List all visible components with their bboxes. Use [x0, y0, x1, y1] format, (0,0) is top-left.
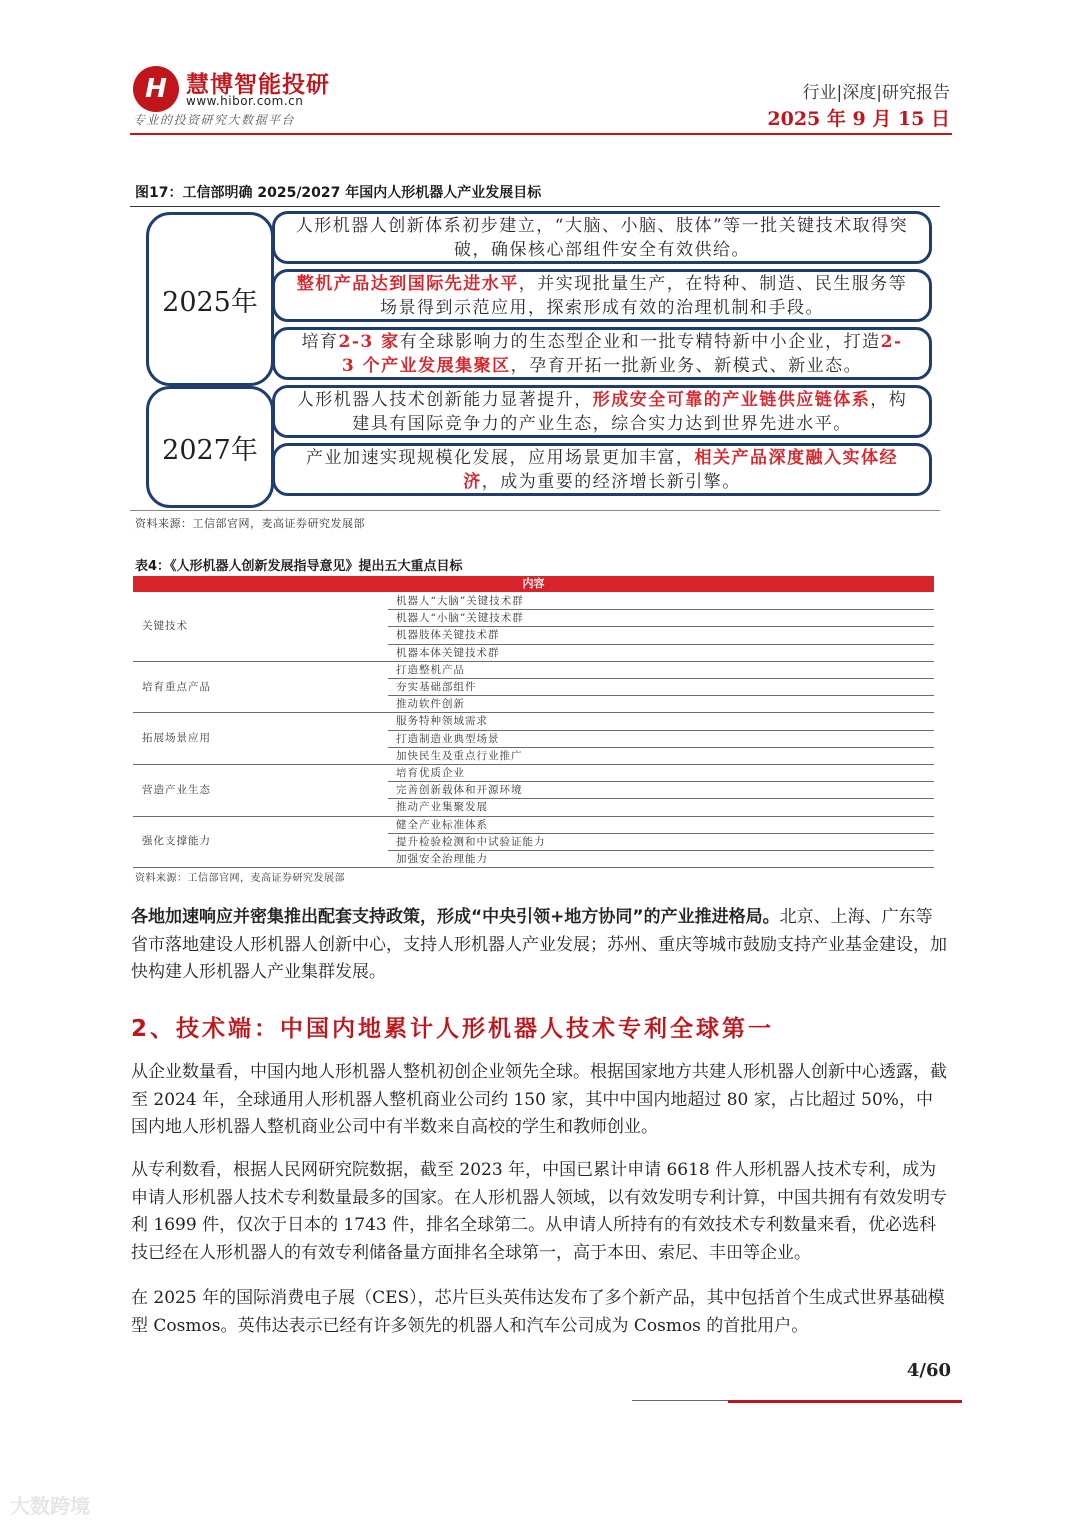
table-source: 资料来源：工信部官网，麦高证券研究发展部 — [135, 873, 345, 884]
year-2027-label: 2027年 — [162, 434, 258, 466]
table-item: 推动产业集聚发展 — [396, 801, 488, 814]
figure-bottom-rule — [130, 510, 940, 511]
table-row-divider — [133, 816, 934, 817]
report-type: 行业|深度|研究报告 — [802, 83, 950, 103]
table-header: 内容 — [133, 576, 934, 592]
footer-accent-rule — [728, 1400, 962, 1403]
table-item: 培育优质企业 — [396, 767, 465, 779]
table-title: 表4：《人形机器人创新发展指导意见》提出五大重点目标 — [135, 559, 463, 574]
goal-highlight: 相关产品深度融入实体经济 — [463, 447, 898, 492]
table-row-divider — [133, 712, 934, 713]
paragraph-policy-rest: 北京、上海、广东等省市落地建设人形机器人创新中心，支持人形机器人产业发展；苏州、重庆等城市鼓励支持产业基金建设，加快构建人形机器人产业集群发展。 — [131, 907, 947, 982]
figure-source: 资料来源：工信部官网，麦高证券研究发展部 — [135, 517, 365, 530]
table-item: 提升检验检测和中试验证能力 — [396, 835, 546, 848]
table-item: 完善创新载体和开源环境 — [396, 784, 523, 797]
year-2025-label: 2025年 — [162, 286, 258, 318]
brand-slogan: 专业的投资研究大数据平台 — [133, 113, 296, 127]
goal-box-3 — [272, 327, 932, 380]
brand-logo-icon: H — [133, 66, 179, 112]
goal-highlight: 整机产品达到国际先进水平 — [296, 273, 519, 294]
table-row-divider — [133, 661, 934, 662]
year-2027-box — [146, 386, 274, 508]
report-date: 2025 年 9 月 15 日 — [767, 108, 950, 130]
table-group-label: 强化支撑能力 — [142, 835, 211, 848]
table-item: 加强安全治理能力 — [396, 853, 488, 865]
goal-text: ，孕育开拓一批新业务、新模式、新业态。 — [510, 355, 863, 376]
paragraph-companies: 从企业数量看，中国内地人形机器人整机初创企业领先全球。根据国家地方共建人形机器人创新中心透露，截至 2024 年，全球通用人形机器人整机商业公司约 150 家，其中中国内地超过 80 家，占比超过 50%，中国内地人形机器人整机商业公司中有半数来自高校的学生和教师创业。 — [131, 1062, 947, 1137]
paragraph-ces: 在 2025 年的国际消费电子展（CES），芯片巨头英伟达发布了多个新产品，其中包括首个生成式世界基础模型 Cosmos。英伟达表示已经有许多领先的机器人和汽车公司成为 Cosmos 的首批用户。 — [131, 1288, 945, 1336]
table-item: 机器本体关键技术群 — [396, 646, 500, 659]
goal-box-5 — [272, 443, 932, 496]
table-group-label: 拓展场景应用 — [142, 732, 211, 745]
brand-url[interactable]: www.hibor.com.cn — [186, 94, 304, 108]
figure-title: 图17：工信部明确 2025/2027 年国内人形机器人产业发展目标 — [135, 185, 542, 201]
table-row-divider — [133, 867, 934, 868]
figure-top-rule — [130, 206, 940, 207]
table-row-divider — [388, 695, 934, 696]
section-title: 2、技术端：中国内地累计人形机器人技术专利全球第一 — [131, 1016, 775, 1042]
goal-box-2 — [272, 269, 932, 322]
paragraph-patents: 从专利数看，根据人民网研究院数据，截至 2023 年，中国已累计申请 6618 件人形机器人技术专利，成为申请人形机器人技术专利数量最多的国家。在人形机器人领域，以有效发明专利计算，中国共拥有有效发明专利 1699 件，仅次于日本的 1743 件，排名全球第二。从申请人所持有的有效技术专利数量来看，优必选科技已经在人形机器人的有效专利储备量方面排名全球第一，高于本田、索尼、丰田等企业。 — [131, 1160, 947, 1263]
table-group-label: 关键技术 — [142, 620, 188, 633]
year-2025-box — [146, 212, 274, 386]
table-item: 机器肢体关键技术群 — [396, 629, 500, 642]
table-group-label: 营造产业生态 — [142, 783, 211, 796]
goal-box-4 — [272, 385, 932, 438]
watermark: 大数跨境 — [10, 1494, 90, 1518]
table-row-divider — [133, 764, 934, 765]
goal-highlight: 2-3 个产业发展集聚区 — [341, 331, 903, 376]
goal-highlight: 形成安全可靠的产业链供应链体系 — [592, 389, 871, 410]
table-item: 打造制造业典型场景 — [396, 732, 500, 745]
table-item: 推动软件创新 — [396, 698, 465, 711]
goal-highlight: 2-3 家 — [338, 331, 400, 352]
table-item: 健全产业标准体系 — [396, 818, 488, 831]
table-item: 加快民生及重点行业推广 — [396, 749, 523, 762]
goal-text: 人形机器人创新体系初步建立，“大脑、小脑、肢体”等一批关键技术取得突破，确保核心部组件安全有效供给。 — [295, 215, 909, 260]
goal-text: 人形机器人技术创新能力显著提升， — [296, 389, 593, 410]
header-divider — [130, 133, 952, 135]
goal-text: ，成为重要的经济增长新引擎。 — [481, 471, 741, 492]
goal-text: 产业加速实现规模化发展，应用场景更加丰富， — [306, 447, 695, 468]
table-item: 机器人“大脑”关键技术群 — [396, 595, 524, 607]
table-item: 打造整机产品 — [396, 663, 465, 676]
goal-box-1 — [272, 211, 932, 264]
goal-text: 有全球影响力的生态型企业和一批专精特新中小企业，打造 — [399, 331, 881, 352]
page-number: 4/60 — [906, 1360, 951, 1381]
goal-text: ，并实现批量生产，在特种、制造、民生服务等场景得到示范应用，探索形成有效的治理机制和手段。 — [380, 273, 908, 318]
goal-text: ，构建具有国际竞争力的产业生态，综合实力达到世界先进水平。 — [352, 389, 908, 434]
table-group-label: 培育重点产品 — [142, 680, 211, 693]
table-item: 机器人“小脑”关键技术群 — [396, 612, 524, 625]
table-item: 服务特种领域需求 — [396, 715, 488, 728]
paragraph-policy — [131, 904, 949, 987]
brand-name: 慧博智能投研 — [186, 72, 330, 98]
goal-text: 培育 — [301, 331, 339, 352]
paragraph-policy-lead: 各地加速响应并密集推出配套支持政策，形成“中央引领+地方协同”的产业推进格局。 — [131, 907, 780, 927]
table-item: 夯实基础部组件 — [396, 681, 477, 693]
